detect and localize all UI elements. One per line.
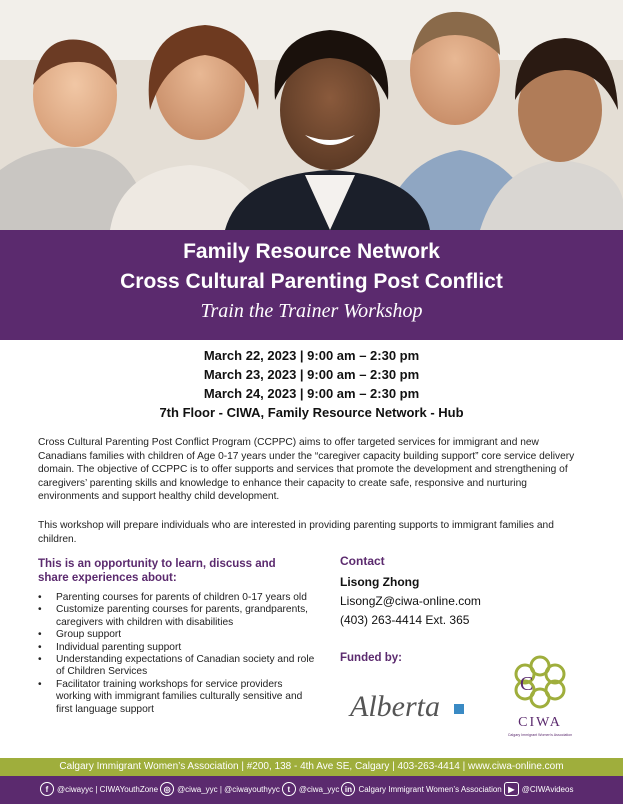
intro-paragraph-2: This workshop will prepare individuals who are interested in providing parenting supports to immigrant families and children.	[38, 520, 554, 545]
youtube-icon[interactable]: ▶	[504, 782, 519, 796]
list-item: • Customize parenting courses for parents, grandparents, caregivers with children with disabilities	[38, 604, 318, 629]
list-item: • Understanding expectations of Canadian society and role of Children Services	[38, 654, 318, 679]
social-bar	[0, 776, 623, 804]
contact-name: Lisong Zhong	[340, 575, 420, 589]
subtitle: Train the Trainer Workshop	[200, 300, 423, 322]
list-item: • Facilitator training workshops for service providers working with immigrant families culturally sensitive and first language support	[38, 679, 318, 716]
instagram-handle[interactable]: @ciwa_yyc | @ciwayouthyyc	[177, 784, 280, 794]
instagram-icon[interactable]: ◎	[160, 782, 174, 796]
alberta-logo	[348, 686, 473, 726]
date-line: March 22, 2023 | 9:00 am – 2:30 pm	[203, 348, 420, 363]
linkedin-handle[interactable]: Calgary Immigrant Women’s Association	[358, 784, 502, 794]
title-banner	[0, 230, 623, 340]
date-line: March 23, 2023 | 9:00 am – 2:30 pm	[203, 367, 420, 382]
alberta-logo-text: Alberta	[350, 690, 440, 723]
facebook-handle[interactable]: @ciwayyc | CIWAYouthZone	[57, 784, 159, 794]
list-item: • Individual parenting support	[38, 642, 318, 654]
opportunity-heading: This is an opportunity to learn, discuss and share experiences about:	[38, 558, 276, 584]
linkedin-icon[interactable]: in	[341, 782, 355, 796]
schedule	[0, 346, 623, 422]
contact-email-link[interactable]: LisongZ@ciwa-online.com	[340, 594, 481, 608]
opportunity-list	[38, 592, 318, 716]
header-photo	[0, 0, 623, 230]
twitter-icon[interactable]: t	[282, 782, 296, 796]
location: 7th Floor - CIWA, Family Resource Network - Hub	[159, 405, 464, 420]
title-line-1: Family Resource Network	[183, 240, 440, 263]
list-item: • Group support	[38, 629, 318, 641]
funded-by-heading: Funded by:	[340, 652, 402, 664]
ciwa-logo	[505, 652, 575, 742]
youtube-handle[interactable]: @CIWAvideos	[521, 784, 574, 794]
twitter-handle[interactable]: @ciwa_yyc	[298, 784, 340, 794]
list-item: • Parenting courses for parents of children 0-17 years old	[38, 592, 318, 604]
intro-paragraph: Cross Cultural Parenting Post Conflict Program (CCPPC) aims to offer targeted services for immigrant and new Canadians families with children of Age 0-17 years under the “caregiver capacity building support” core service delivery domain. The objective of CCPPC is to offer supports and services that promote the development and strengthening of caregivers’ parenting skills and knowledge to enhance their capacity to create safe, responsive and nurturing environments and support healthy child development.	[38, 437, 575, 503]
svg-text:C: C	[520, 673, 534, 695]
facebook-icon[interactable]: f	[40, 782, 54, 796]
ciwa-logo-tagline: Calgary Immigrant Women's Association	[507, 733, 573, 737]
title-line-2: Cross Cultural Parenting Post Conflict	[120, 270, 503, 293]
date-line: March 24, 2023 | 9:00 am – 2:30 pm	[203, 386, 420, 401]
address-bar: Calgary Immigrant Women’s Association | #200, 138 - 4th Ave SE, Calgary | 403-263-4414 | www.ciwa-online.com	[0, 758, 623, 776]
contact-phone: (403) 263-4414 Ext. 365	[340, 613, 470, 627]
contact-heading: Contact	[340, 554, 385, 568]
group-photo-image	[0, 0, 623, 230]
ciwa-logo-text: CIWA	[518, 715, 562, 730]
